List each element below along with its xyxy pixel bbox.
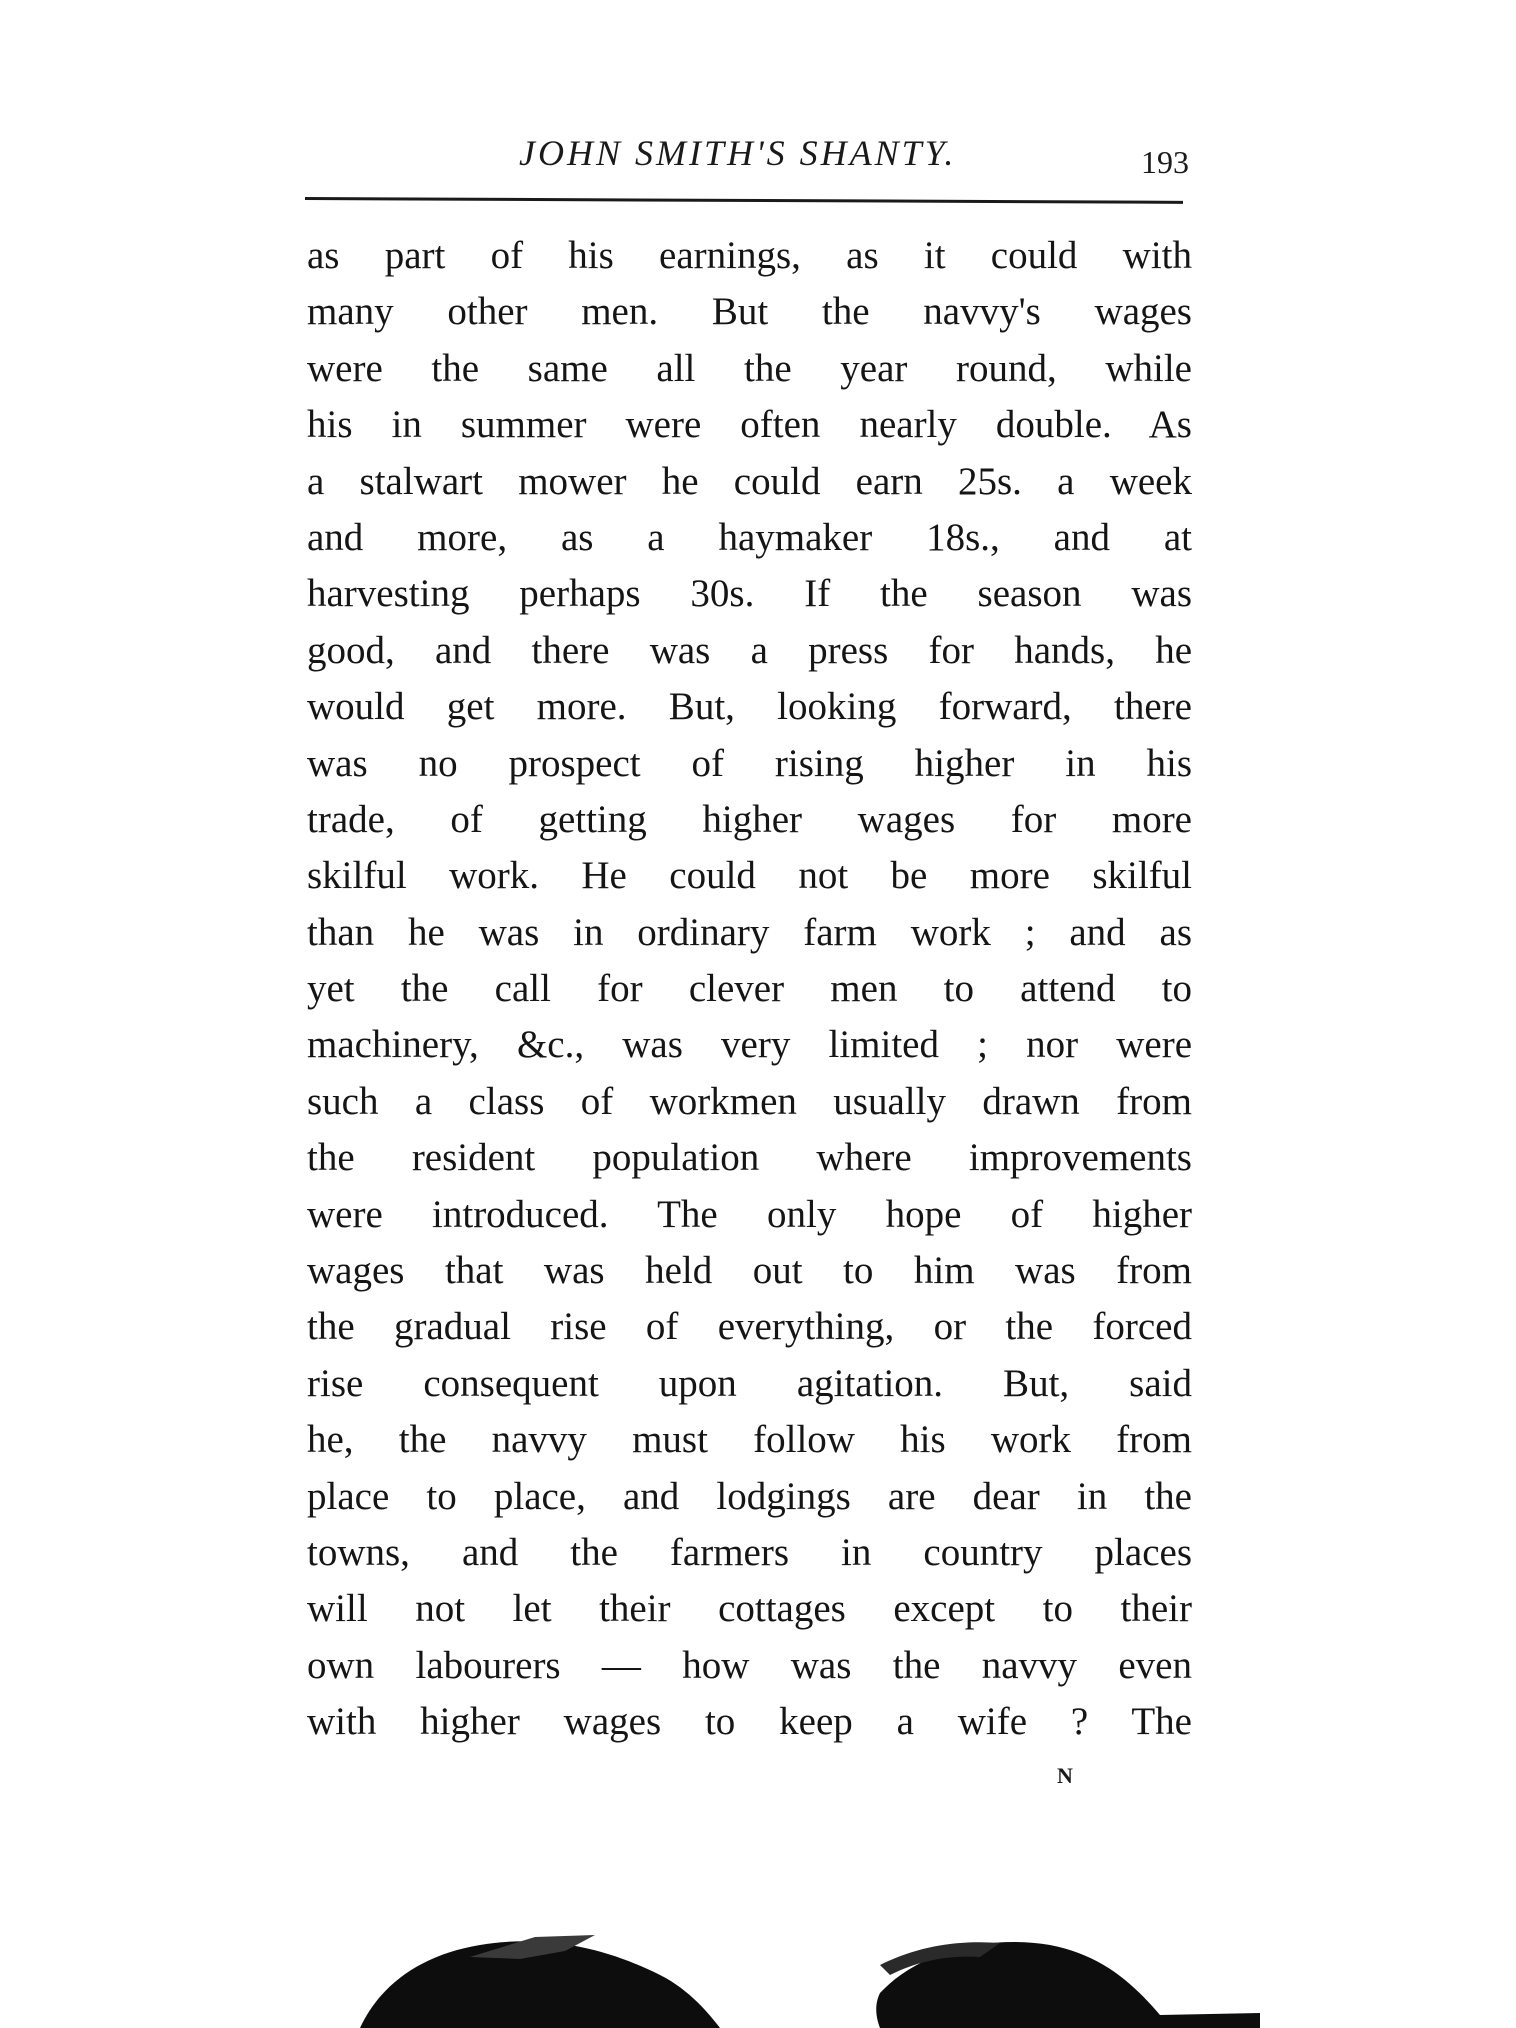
next-page-bleed-through [360,1905,1260,2028]
text-line: good, and there was a press for hands, he [307,628,1192,672]
text-line: rise consequent upon agitation. But, said [307,1361,1192,1405]
text-line: many other men. But the navvy's wages [307,290,1192,334]
text-line: machinery, &c., was very limited ; nor were [307,1023,1192,1067]
text-line: a stalwart mower he could earn 25s. a week [307,459,1192,503]
body-text [307,228,1192,1751]
text-line: trade, of getting higher wages for more [307,797,1192,841]
text-line: than he was in ordinary farm work ; and as [307,910,1192,954]
text-line: would get more. But, looking forward, there [307,685,1192,729]
page-number: 193 [1141,144,1189,180]
text-line: were the same all the year round, while [307,346,1192,390]
text-line: were introduced. The only hope of higher [307,1192,1192,1236]
text-line: such a class of workmen usually drawn from [307,1079,1192,1123]
text-line: his in summer were often nearly double. As [307,403,1192,447]
text-line: as part of his earnings, as it could with [307,234,1192,277]
text-line: towns, and the farmers in country places [307,1530,1192,1574]
text-line: and more, as a haymaker 18s., and at [307,515,1192,559]
text-line: own labourers — how was the navvy even [307,1643,1192,1687]
text-line: harvesting perhaps 30s. If the season was [307,572,1192,616]
text-line: will not let their cottages except to their [307,1587,1192,1631]
running-title: JOHN SMITH'S SHANTY. [519,133,957,173]
text-line: with higher wages to keep a wife ? The [307,1700,1192,1744]
header-rule [305,197,1183,204]
running-head [307,126,1197,180]
text-line: the gradual rise of everything, or the forced [307,1305,1192,1349]
text-line: yet the call for clever men to attend to [307,967,1192,1011]
text-line: the resident population where improvements [307,1136,1192,1180]
text-line: wages that was held out to him was from [307,1249,1192,1293]
text-line: place to place, and lodgings are dear in the [307,1474,1192,1518]
text-line: he, the navvy must follow his work from [307,1418,1192,1462]
signature-mark: N [1057,1763,1073,1788]
text-line: skilful work. He could not be more skilful [307,854,1192,898]
text-line: was no prospect of rising higher in his [307,741,1192,785]
